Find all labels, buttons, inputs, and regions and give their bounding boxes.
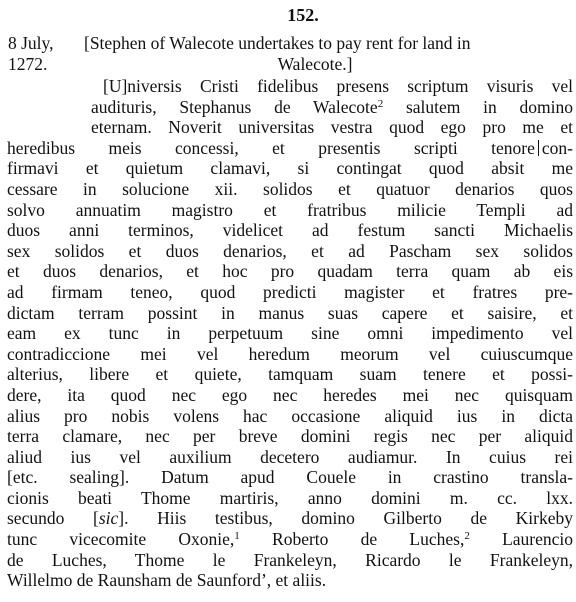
text-segment: ad firmam teneo, quod predicti magister et fratres pre- bbox=[7, 281, 573, 302]
text-line bbox=[7, 570, 573, 591]
date-day: 8 July, bbox=[8, 33, 54, 53]
text-line bbox=[7, 323, 573, 344]
document-summary bbox=[84, 33, 574, 75]
text-segment: dere, ita quod nec ego nec heredes mei nec quisquam bbox=[7, 384, 573, 405]
text-segment: audituris, Stephanus de Walecote bbox=[91, 96, 378, 117]
italic-text: sic bbox=[98, 508, 119, 529]
text-line bbox=[7, 179, 573, 200]
text-line bbox=[7, 200, 573, 221]
text-line bbox=[7, 447, 573, 468]
date-column bbox=[8, 33, 54, 75]
text-line bbox=[7, 385, 573, 406]
text-segment: cionis beati Thome martiris, anno domini m. cc. lxx. bbox=[7, 487, 573, 508]
page-break-bar bbox=[538, 140, 539, 156]
text-segment: et duos denarios, et hoc pro quadam terra quam ab eis bbox=[7, 261, 573, 282]
text-segment: solvo annuatim magistro et fratribus milicie Templi ad bbox=[7, 199, 573, 220]
text-segment: alius pro nobis volens hac occasione aliquid ius in dicta bbox=[7, 405, 573, 426]
summary-line: [Stephen of Walecote undertakes to pay rent for land in bbox=[84, 33, 471, 53]
text-segment: [etc. sealing]. Datum apud Couele in crastino transla- bbox=[7, 467, 573, 488]
text-line bbox=[7, 241, 573, 262]
text-segment: secundo [ bbox=[7, 508, 99, 529]
text-line bbox=[7, 426, 573, 447]
text-line bbox=[7, 529, 573, 550]
text-segment: eternam. Noverit universitas vestra quod ego pro me et bbox=[91, 117, 573, 138]
text-line bbox=[7, 97, 573, 118]
text-line bbox=[7, 344, 573, 365]
text-segment: sex solidos et duos denarios, et ad Pascham sex solidos bbox=[7, 240, 573, 261]
footnote-marker: 2 bbox=[377, 97, 384, 110]
text-segment: aliud ius vel auxilium decetero audiamur. In cuius rei bbox=[7, 446, 573, 467]
text-segment: de Luches, Thome le Frankeleyn, Ricardo le Frankeleyn, bbox=[7, 549, 573, 570]
footnote-marker: 1 bbox=[234, 530, 240, 543]
text-segment: tunc vicecomite Oxonie, bbox=[7, 529, 235, 550]
text-segment: [U]niversis Cristi fidelibus presens scriptum visuris vel bbox=[103, 76, 573, 96]
date-year: 1272. bbox=[8, 54, 48, 74]
text-line bbox=[7, 508, 573, 529]
text-line bbox=[7, 488, 573, 509]
text-line bbox=[7, 220, 573, 241]
text-line bbox=[7, 76, 573, 97]
text-segment: terra clamare, nec per breve domini regis nec per aliquid bbox=[7, 426, 573, 447]
text-line bbox=[7, 467, 573, 488]
text-line bbox=[7, 364, 573, 385]
text-segment: duos anni terminos, videlicet ad festum sancti Michaelis bbox=[7, 220, 573, 241]
charter-text bbox=[7, 76, 573, 591]
text-segment: Roberto de Luches, bbox=[239, 529, 465, 550]
text-segment: Laurencio bbox=[469, 529, 574, 550]
text-line bbox=[7, 303, 573, 324]
text-segment: contradiccione mei vel heredum meorum vel cuiuscumque bbox=[7, 343, 573, 364]
text-line bbox=[7, 550, 573, 571]
document-number: 152. bbox=[287, 5, 319, 25]
text-line bbox=[7, 261, 573, 282]
text-segment: con- bbox=[541, 137, 573, 158]
text-segment: dictam terram possint in manus suas capere et saisire, et bbox=[7, 302, 573, 323]
text-segment: eam ex tunc in perpetuum sine omni impedimento vel bbox=[7, 323, 573, 344]
text-line bbox=[7, 406, 573, 427]
text-segment: firmavi et quietum clamavi, si contingat quod absit me bbox=[7, 158, 573, 179]
text-segment: Willelmo de Raunsham de Saunford’, et aliis. bbox=[7, 570, 327, 591]
text-line bbox=[7, 117, 573, 138]
summary-line: Walecote.] bbox=[277, 54, 353, 74]
text-segment: alterius, libere et quiete, tamquam suam tenere et possi- bbox=[7, 364, 573, 385]
text-line bbox=[7, 158, 573, 179]
text-line bbox=[7, 282, 573, 303]
text-line bbox=[7, 138, 573, 159]
text-segment: cessare in solucione xii. solidos et quatuor denarios quos bbox=[7, 178, 573, 199]
footnote-marker: 2 bbox=[464, 530, 470, 543]
text-segment: ]. Hiis testibus, domino Gilberto de Kirkeby bbox=[118, 508, 573, 529]
text-segment: heredibus meis concessi, et presentis scripti tenore bbox=[7, 137, 535, 158]
text-segment: salutem in domino bbox=[383, 96, 573, 117]
